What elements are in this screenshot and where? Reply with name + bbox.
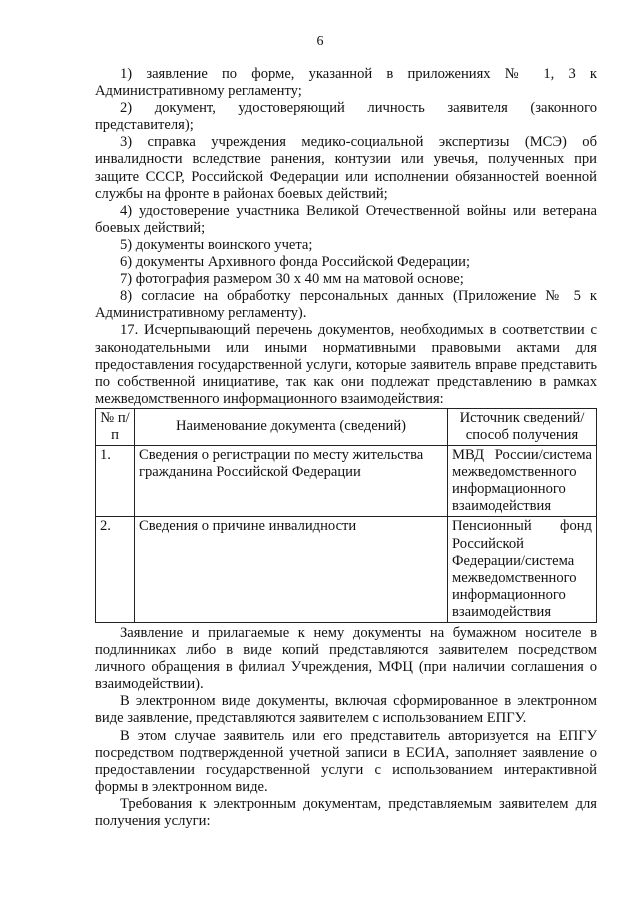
table-header-row [96,408,597,445]
list-item: 7) фотография размером 30 x 40 мм на матовой основе; [120,271,464,288]
list-item: 1) заявление по форме, указанной в приложениях № 1, 3 к Административному регламенту; [95,66,597,100]
list-item: 4) удостоверение участника Великой Отечественной войны или ветерана боевых действий; [95,202,597,236]
list-item: 6) документы Архивного фонда Российской Федерации; [120,254,471,271]
paragraph: Требования к электронным документам, представляемым заявителем для получения услуги: [95,795,597,830]
table-row [96,446,597,517]
list-item: 8) согласие на обработку персональных данных (Приложение № 5 к Административному регламенту). [95,288,597,322]
cell-document-name: Сведения о причине инвалидности [135,517,448,623]
list-item: 2) документ, удостоверяющий личность заявителя (законного представителя); [95,100,597,134]
paragraph: Заявление и прилагаемые к нему документы на бумажном носителе в подлинниках либо в виде копий представляются заявителем посредством личного обращения в филиал Учреждения, МФЦ (при наличии соглашения о взаимодействии). [95,625,597,693]
cell-source: МВД России/система межведомственного информационного взаимодействия [448,446,597,517]
paragraph-17: 17. Исчерпывающий перечень документов, необходимых в соответствии с законодательными или иными нормативными правовыми актами для предоставления государственной услуги, которые заявитель вправе представить по собственной инициативе, так как они подлежат представлению в рамках межведомственного информационного взаимодействия: [95,322,597,407]
header-number: № п/п [96,408,135,445]
cell-number: 1. [96,446,135,517]
cell-number: 2. [96,517,135,623]
header-source: Источник сведений/способ получения [448,408,597,445]
page-number: 6 [316,34,324,49]
cell-source: Пенсионный фонд Российской Федерации/система межведомственного информационного взаимодействия [448,517,597,623]
header-document-name: Наименование документа (сведений) [135,408,448,445]
interagency-documents-table [95,408,597,623]
list-item: 5) документы воинского учета; [120,236,313,253]
paragraph: В этом случае заявитель или его представитель авторизуется на ЕПГУ посредством подтвержденной учетной записи в ЕСИА, заполняет заявление о предоставлении государственной услуги с использованием интерактивной формы в электронном виде. [95,727,597,795]
cell-document-name: Сведения о регистрации по месту жительства гражданина Российской Федерации [135,446,448,517]
paragraph: В электронном виде документы, включая сформированное в электронном виде заявление, представляются заявителем с использованием ЕПГУ. [95,693,597,727]
table-row [96,517,597,623]
documents-list [95,66,597,322]
document-body [95,66,597,830]
list-item: 3) справка учреждения медико-социальной экспертизы (МСЭ) об инвалидности вследствие ранения, контузии или увечья, полученных при защите СССР, Российской Федерации или исполнении обязанностей военной службы на фронте в районах боевых действий; [95,134,597,202]
